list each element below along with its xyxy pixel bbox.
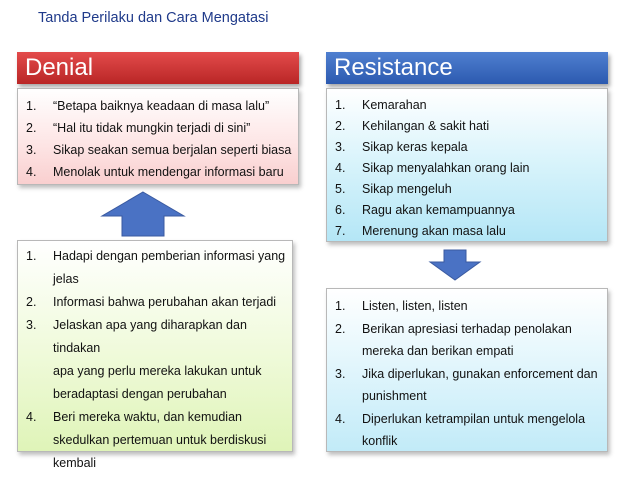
list-item: 2. “Hal itu tidak mungkin terjadi di sini” — [26, 121, 251, 135]
list-item: 2. Kehilangan & sakit hati — [335, 119, 490, 133]
list-item: 1. Listen, listen, listen — [335, 299, 468, 313]
resistance-actions-list — [335, 295, 601, 453]
resistance-signs-list — [335, 95, 601, 242]
arrow-up-icon — [100, 190, 186, 238]
list-item: 4. Beri mereka waktu, dan kemudian skedulkan pertemuan untuk berdiskusi kembali — [26, 410, 267, 470]
list-item: 3. Jelaskan apa yang diharapkan dan tindakan apa yang perlu mereka lakukan untuk beradaptasi dengan perubahan — [26, 318, 262, 401]
list-item: 3. Sikap seakan semua berjalan seperti biasa — [26, 143, 292, 157]
page-title: Tanda Perilaku dan Cara Mengatasi — [38, 10, 269, 26]
list-item: 7. Merenung akan masa lalu — [335, 224, 506, 238]
list-item: 4. Diperlukan ketrampilan untuk mengelola konflik — [335, 411, 586, 448]
resistance-header: Resistance — [326, 52, 608, 84]
list-item: 2. Berikan apresiasi terhadap penolakan mereka dan berikan empati — [335, 321, 572, 358]
list-item: 5. Sikap mengeluh — [335, 182, 452, 196]
resistance-signs-box — [326, 88, 608, 242]
list-item: 6. Ragu akan kemampuannya — [335, 203, 515, 217]
list-item: 1. Hadapi dengan pemberian informasi yang jelas — [26, 249, 286, 286]
list-item: 4. Menolak untuk mendengar informasi baru — [26, 165, 284, 179]
arrow-down-icon — [428, 248, 482, 282]
denial-actions-box — [17, 240, 293, 470]
list-item: 1. Kemarahan — [335, 98, 427, 112]
list-item: 3. Jika diperlukan, gunakan enforcement dan punishment — [335, 366, 598, 403]
list-item: 2. Informasi bahwa perubahan akan terjadi — [26, 295, 277, 309]
list-item: 1. “Betapa baiknya keadaan di masa lalu” — [26, 99, 270, 113]
denial-header: Denial — [17, 52, 299, 84]
list-item: 3. Sikap keras kepala — [335, 140, 468, 154]
list-item: 4. Sikap menyalahkan orang lain — [335, 161, 530, 175]
denial-signs-box — [17, 88, 299, 185]
denial-actions-list — [26, 245, 286, 475]
denial-signs-list — [26, 95, 292, 183]
resistance-actions-box — [326, 288, 608, 452]
